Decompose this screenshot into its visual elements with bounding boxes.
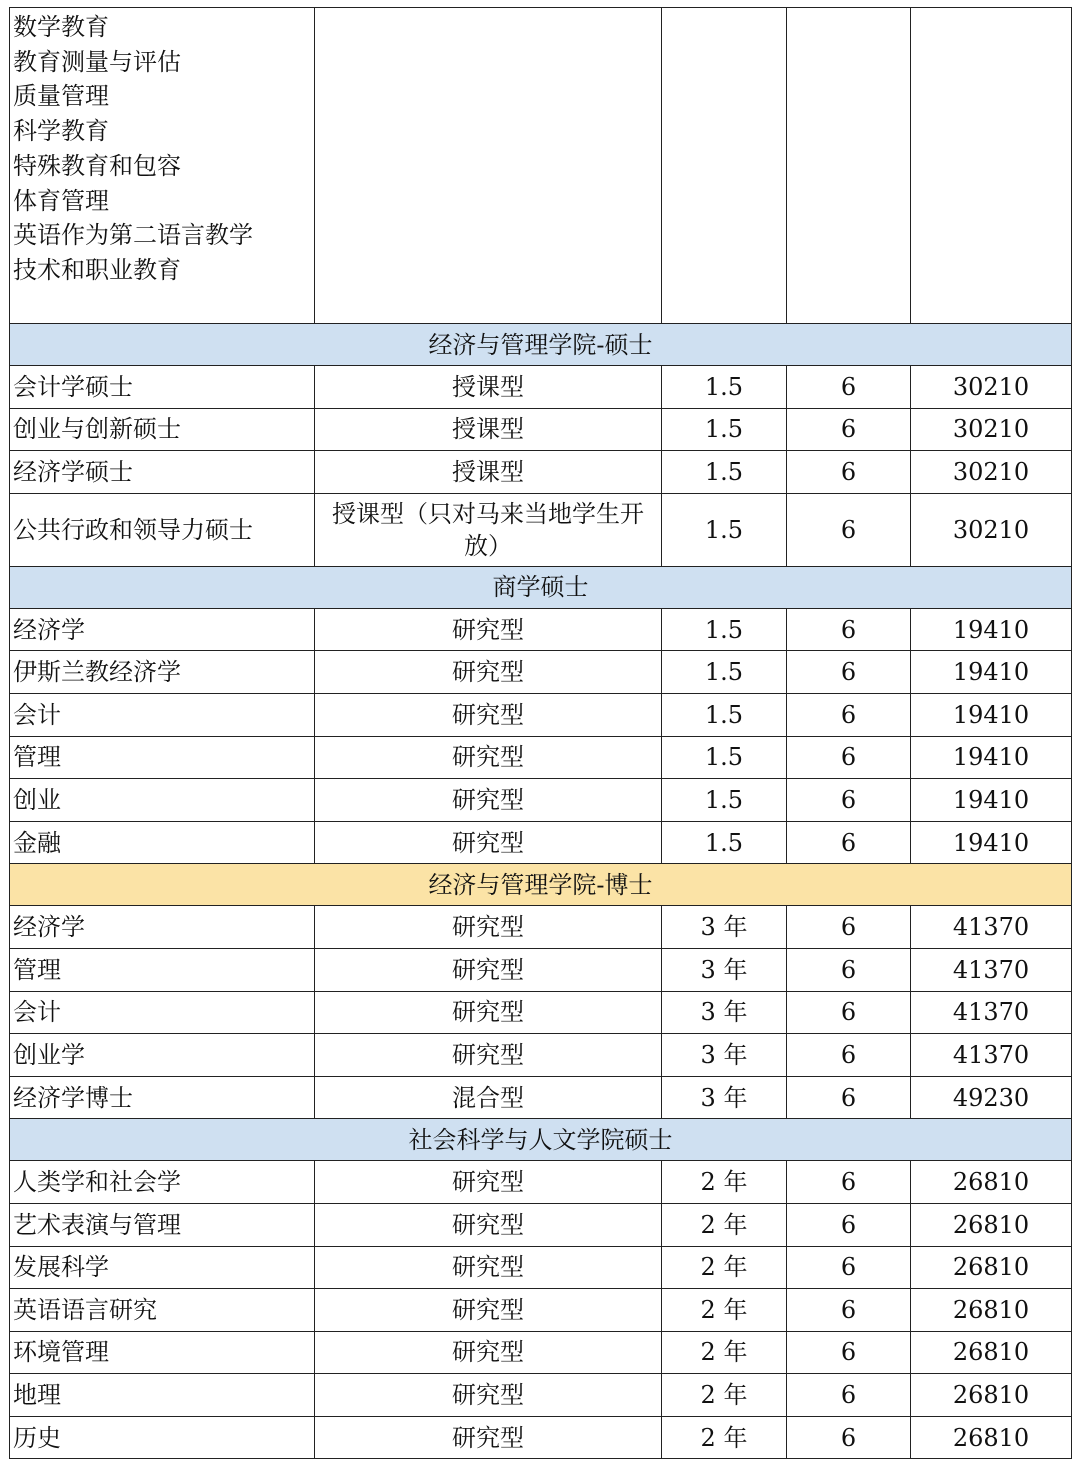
table-body — [10, 8, 1072, 1459]
program-name-cell: 创业 — [10, 779, 315, 822]
program-name-cell: 经济学 — [10, 608, 315, 651]
program-name-cell: 管理 — [10, 736, 315, 779]
duration-cell: 1.5 — [662, 779, 787, 822]
fee-cell: 30210 — [911, 408, 1072, 451]
table-row — [10, 1374, 1072, 1417]
table-row — [10, 608, 1072, 651]
table-row — [10, 1416, 1072, 1459]
program-name-cell: 创业学 — [10, 1034, 315, 1077]
fee-cell: 30210 — [911, 493, 1072, 566]
program-name: 数学教育 — [13, 13, 109, 41]
fee-cell: 19410 — [911, 651, 1072, 694]
table-row — [10, 1034, 1072, 1077]
duration-cell: 1.5 — [662, 821, 787, 864]
type-cell: 研究型 — [315, 1331, 662, 1374]
count-cell: 6 — [787, 1331, 911, 1374]
duration-cell: 1.5 — [662, 736, 787, 779]
program-list-cell — [10, 8, 315, 324]
type-cell: 研究型 — [315, 608, 662, 651]
type-cell: 研究型 — [315, 1246, 662, 1289]
type-cell: 研究型 — [315, 1289, 662, 1332]
table-row — [10, 906, 1072, 949]
count-cell: 6 — [787, 1246, 911, 1289]
type-cell: 研究型 — [315, 821, 662, 864]
fee-cell — [911, 8, 1072, 324]
duration-cell: 1.5 — [662, 493, 787, 566]
program-name: 教育测量与评估 — [13, 47, 181, 76]
duration-cell: 2 年 — [662, 1289, 787, 1332]
count-cell: 6 — [787, 821, 911, 864]
fee-cell: 19410 — [911, 736, 1072, 779]
count-cell: 6 — [787, 608, 911, 651]
program-name: 英语作为第二语言教学 — [13, 221, 253, 250]
program-name-cell: 人类学和社会学 — [10, 1161, 315, 1204]
count-cell: 6 — [787, 408, 911, 451]
section-title: 经济与管理学院-硕士 — [10, 324, 1072, 366]
duration-cell: 1.5 — [662, 608, 787, 651]
fee-cell: 19410 — [911, 608, 1072, 651]
duration-cell — [662, 8, 787, 324]
table-row — [10, 948, 1072, 991]
table-row — [10, 779, 1072, 822]
count-cell: 6 — [787, 736, 911, 779]
duration-cell: 2 年 — [662, 1246, 787, 1289]
count-cell: 6 — [787, 451, 911, 494]
count-cell: 6 — [787, 1374, 911, 1417]
program-name-cell: 伊斯兰教经济学 — [10, 651, 315, 694]
table-row — [10, 1331, 1072, 1374]
fee-cell: 19410 — [911, 693, 1072, 736]
program-name-cell: 环境管理 — [10, 1331, 315, 1374]
table-row — [10, 366, 1072, 409]
section-header-row — [10, 864, 1072, 906]
type-cell: 研究型 — [315, 1374, 662, 1417]
duration-cell: 1.5 — [662, 651, 787, 694]
section-header-row — [10, 1119, 1072, 1161]
count-cell: 6 — [787, 1076, 911, 1119]
program-name-cell: 创业与创新硕士 — [10, 408, 315, 451]
program-name: 质量管理 — [13, 82, 109, 111]
count-cell: 6 — [787, 693, 911, 736]
program-name: 体育管理 — [13, 186, 109, 215]
table-row — [10, 1246, 1072, 1289]
program-name-cell: 英语语言研究 — [10, 1289, 315, 1332]
duration-cell: 1.5 — [662, 366, 787, 409]
duration-cell: 3 年 — [662, 1076, 787, 1119]
count-cell: 6 — [787, 366, 911, 409]
fee-cell: 26810 — [911, 1289, 1072, 1332]
table-row — [10, 651, 1072, 694]
duration-cell: 2 年 — [662, 1374, 787, 1417]
program-name-cell: 会计 — [10, 991, 315, 1034]
type-cell: 研究型 — [315, 693, 662, 736]
program-name-cell: 经济学 — [10, 906, 315, 949]
table-row — [10, 693, 1072, 736]
program-name-cell: 金融 — [10, 821, 315, 864]
program-name-cell: 会计 — [10, 693, 315, 736]
program-name: 科学教育 — [13, 117, 109, 146]
table-row — [10, 451, 1072, 494]
table-row — [10, 408, 1072, 451]
count-cell: 6 — [787, 1203, 911, 1246]
type-cell: 研究型 — [315, 906, 662, 949]
table-row — [10, 8, 1072, 324]
fee-cell: 41370 — [911, 991, 1072, 1034]
section-header-row — [10, 566, 1072, 608]
program-name-cell: 经济学硕士 — [10, 451, 315, 494]
fee-cell: 41370 — [911, 906, 1072, 949]
duration-cell: 3 年 — [662, 991, 787, 1034]
type-cell: 研究型 — [315, 651, 662, 694]
duration-cell: 1.5 — [662, 693, 787, 736]
program-name: 特殊教育和包容 — [13, 151, 181, 180]
type-cell: 授课型 — [315, 366, 662, 409]
table-row — [10, 1076, 1072, 1119]
type-cell: 研究型 — [315, 948, 662, 991]
section-title: 商学硕士 — [10, 566, 1072, 608]
fee-cell: 26810 — [911, 1331, 1072, 1374]
duration-cell: 2 年 — [662, 1161, 787, 1204]
type-cell: 研究型 — [315, 1416, 662, 1459]
table-row — [10, 736, 1072, 779]
fee-cell: 30210 — [911, 451, 1072, 494]
count-cell: 6 — [787, 1289, 911, 1332]
table-row — [10, 991, 1072, 1034]
count-cell: 6 — [787, 651, 911, 694]
fee-cell: 26810 — [911, 1246, 1072, 1289]
type-cell: 授课型 — [315, 408, 662, 451]
count-cell: 6 — [787, 1161, 911, 1204]
fee-cell: 41370 — [911, 1034, 1072, 1077]
fee-cell: 19410 — [911, 821, 1072, 864]
fee-cell: 26810 — [911, 1416, 1072, 1459]
duration-cell: 2 年 — [662, 1203, 787, 1246]
count-cell: 6 — [787, 493, 911, 566]
count-cell: 6 — [787, 1416, 911, 1459]
count-cell: 6 — [787, 1034, 911, 1077]
program-name-cell: 公共行政和领导力硕士 — [10, 493, 315, 566]
type-cell: 研究型 — [315, 779, 662, 822]
program-name-cell: 艺术表演与管理 — [10, 1203, 315, 1246]
section-title: 社会科学与人文学院硕士 — [10, 1119, 1072, 1161]
fee-cell: 26810 — [911, 1161, 1072, 1204]
program-name: 技术和职业教育 — [13, 255, 181, 284]
section-header-row — [10, 324, 1072, 366]
program-name-cell: 管理 — [10, 948, 315, 991]
fee-cell: 49230 — [911, 1076, 1072, 1119]
type-cell: 研究型 — [315, 736, 662, 779]
table-row — [10, 1203, 1072, 1246]
table-row — [10, 821, 1072, 864]
program-name-cell: 会计学硕士 — [10, 366, 315, 409]
type-cell: 混合型 — [315, 1076, 662, 1119]
duration-cell: 1.5 — [662, 451, 787, 494]
duration-cell: 3 年 — [662, 1034, 787, 1077]
count-cell — [787, 8, 911, 324]
fee-cell: 26810 — [911, 1203, 1072, 1246]
program-name-cell: 地理 — [10, 1374, 315, 1417]
table-row — [10, 1161, 1072, 1204]
fee-cell: 30210 — [911, 366, 1072, 409]
count-cell: 6 — [787, 906, 911, 949]
type-cell: 研究型 — [315, 1203, 662, 1246]
count-cell: 6 — [787, 948, 911, 991]
duration-cell: 3 年 — [662, 906, 787, 949]
type-cell — [315, 8, 662, 324]
table-row — [10, 493, 1072, 566]
type-cell: 研究型 — [315, 1161, 662, 1204]
program-name-cell: 经济学博士 — [10, 1076, 315, 1119]
duration-cell: 2 年 — [662, 1331, 787, 1374]
program-name-cell: 发展科学 — [10, 1246, 315, 1289]
section-title: 经济与管理学院-博士 — [10, 864, 1072, 906]
fee-cell: 26810 — [911, 1374, 1072, 1417]
fee-cell: 41370 — [911, 948, 1072, 991]
type-cell: 授课型 — [315, 451, 662, 494]
program-name-cell: 历史 — [10, 1416, 315, 1459]
fee-cell: 19410 — [911, 779, 1072, 822]
count-cell: 6 — [787, 779, 911, 822]
type-cell: 研究型 — [315, 1034, 662, 1077]
duration-cell: 2 年 — [662, 1416, 787, 1459]
duration-cell: 1.5 — [662, 408, 787, 451]
table-row — [10, 1289, 1072, 1332]
type-cell: 研究型 — [315, 991, 662, 1034]
type-cell: 授课型（只对马来当地学生开放） — [315, 493, 662, 566]
count-cell: 6 — [787, 991, 911, 1034]
program-table — [9, 7, 1072, 1459]
duration-cell: 3 年 — [662, 948, 787, 991]
